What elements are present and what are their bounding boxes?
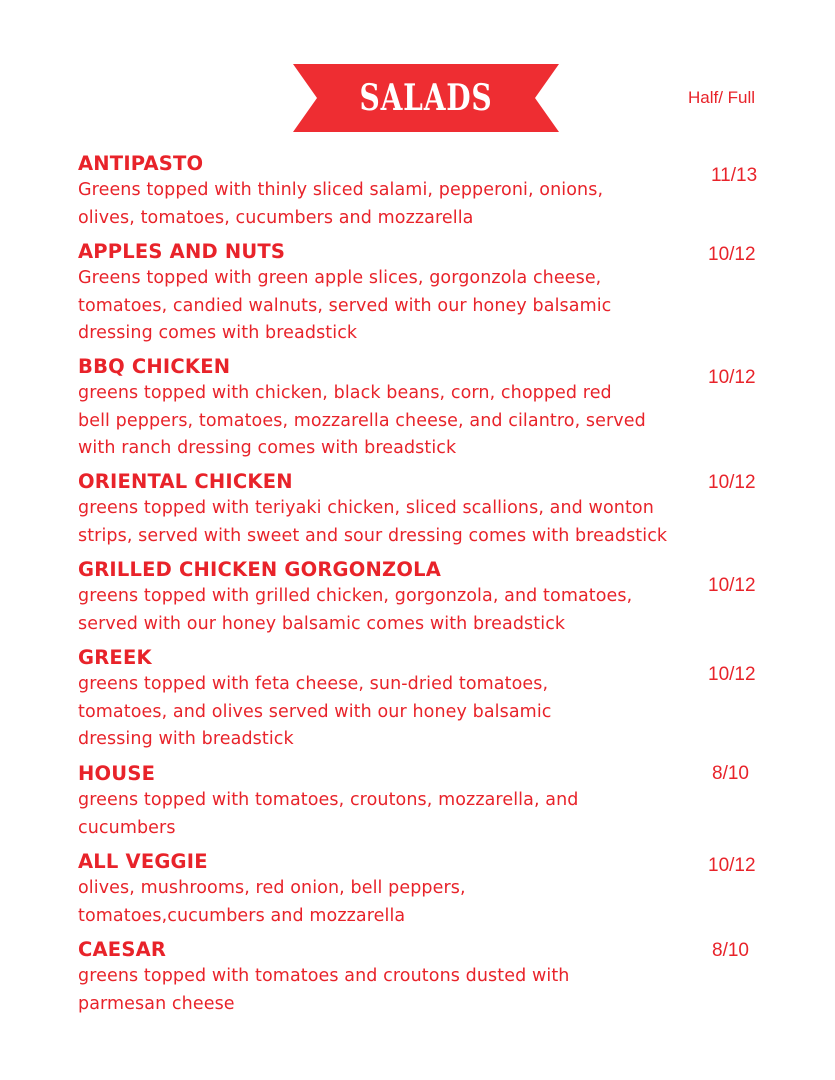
menu-item-caesar	[78, 937, 778, 1018]
item-name: CAESAR	[78, 938, 167, 961]
menu-item-oriental-chicken	[78, 469, 778, 550]
item-description: Greens topped with green apple slices, gorgonzola cheese, tomatoes, candied walnuts, served with our honey balsamic dressing comes with breadstick	[78, 268, 612, 343]
menu-item-apples-and-nuts	[78, 239, 778, 348]
item-name: APPLES AND NUTS	[78, 240, 286, 263]
item-description: greens topped with feta cheese, sun-dried tomatoes, tomatoes, and olives served with our honey balsamic dressing with breadstick	[78, 674, 552, 749]
item-description: Greens topped with thinly sliced salami, pepperoni, onions, olives, tomatoes, cucumbers and mozzarella	[78, 180, 604, 228]
item-name: GRILLED CHICKEN GORGONZOLA	[78, 558, 442, 581]
item-name: HOUSE	[78, 762, 156, 785]
item-price: 8/10	[712, 940, 749, 961]
item-price: 10/12	[708, 244, 756, 265]
item-name: BBQ CHICKEN	[78, 355, 231, 378]
size-header: Half/ Full	[688, 88, 756, 107]
item-description: greens topped with chicken, black beans, corn, chopped red bell peppers, tomatoes, mozzarella cheese, and cilantro, served with ranch dressing comes with breadstick	[78, 383, 646, 458]
item-name: ANTIPASTO	[78, 152, 204, 175]
item-price: 10/12	[708, 472, 756, 493]
item-description: greens topped with tomatoes and croutons dusted with parmesan cheese	[78, 966, 570, 1014]
item-name: ALL VEGGIE	[78, 850, 208, 873]
title-banner	[293, 64, 559, 132]
item-description: greens topped with grilled chicken, gorgonzola, and tomatoes, served with our honey balsamic comes with breadstick	[78, 586, 633, 634]
menu-item-house	[78, 761, 778, 842]
menu-item-greek	[78, 645, 778, 754]
item-description: greens topped with teriyaki chicken, sliced scallions, and wonton strips, served with sweet and sour dressing comes with breadstick	[78, 498, 668, 546]
menu-item-antipasto	[78, 151, 778, 232]
menu-item-bbq-chicken	[78, 354, 778, 463]
item-price: 10/12	[708, 575, 756, 596]
menu-item-all-veggie	[78, 849, 778, 930]
item-price: 8/10	[712, 763, 749, 784]
item-description: olives, mushrooms, red onion, bell peppers, tomatoes,cucumbers and mozzarella	[78, 878, 466, 926]
item-price: 10/12	[708, 367, 756, 388]
menu-item-grilled-chicken-gorgonzola	[78, 557, 778, 638]
item-name: ORIENTAL CHICKEN	[78, 470, 293, 493]
item-price: 10/12	[708, 664, 756, 685]
item-price: 11/13	[711, 165, 758, 186]
item-name: GREEK	[78, 646, 152, 669]
page-title: SALADS	[359, 77, 493, 119]
item-description: greens topped with tomatoes, croutons, mozzarella, and cucumbers	[78, 790, 579, 838]
item-price: 10/12	[708, 855, 756, 876]
